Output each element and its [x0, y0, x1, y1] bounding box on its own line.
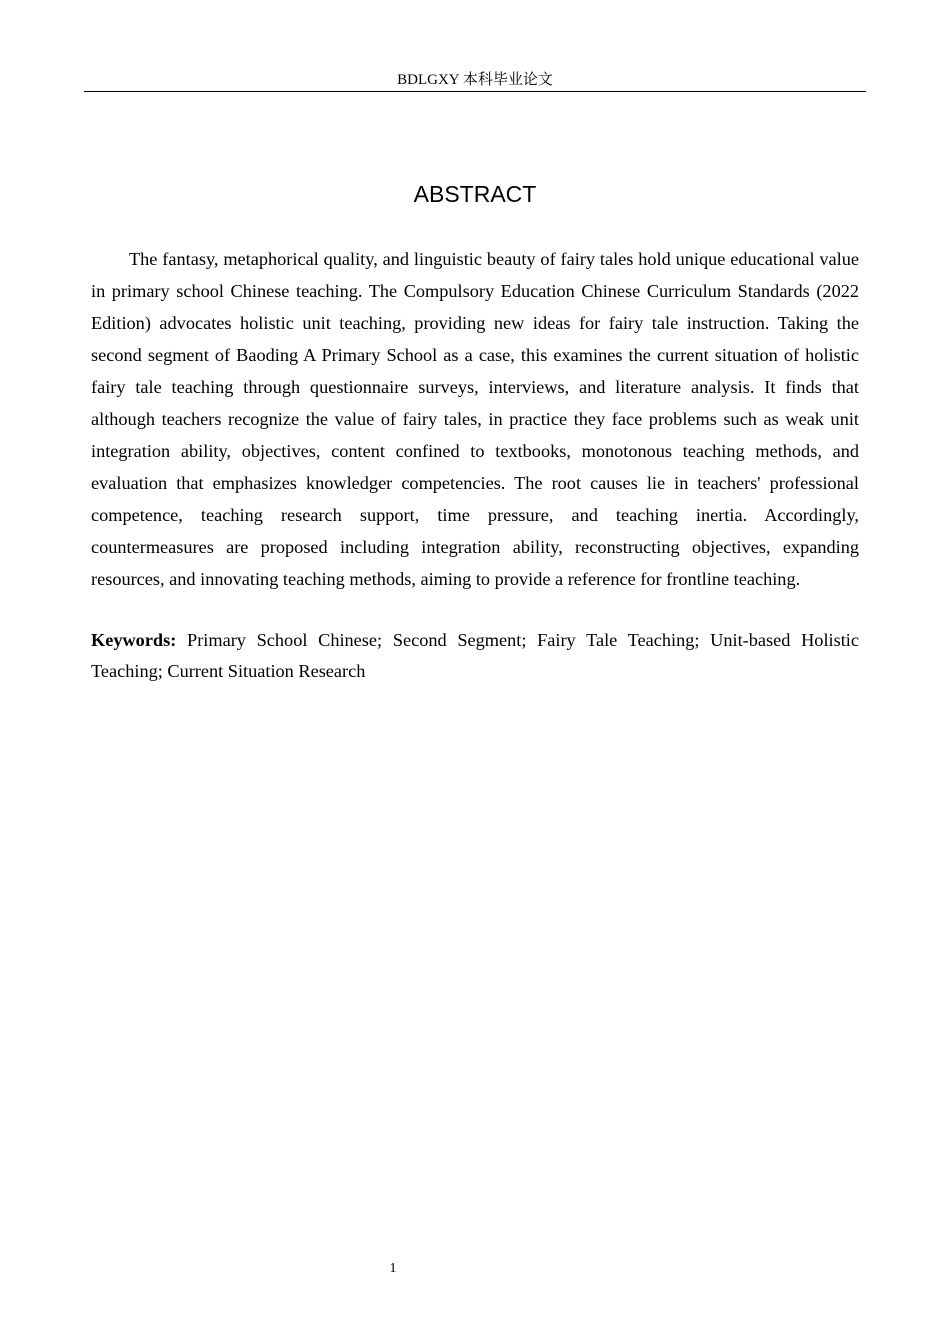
abstract-title: ABSTRACT — [413, 181, 537, 207]
abstract-body: The fantasy, metaphorical quality, and linguistic beauty of fairy tales hold unique educational value in primary school Chinese teaching. The Compulsory Education Chinese Curriculum Standards (2022 Edition) advocates holistic unit teaching, providing new ideas for fairy tale instruction. Taking the second segment of Baoding A Primary School as a case, this examines the current situation of holistic fairy tale teaching through questionnaire surveys, interviews, and literature analysis. It finds that although teachers recognize the value of fairy tales, in practice they face problems such as weak unit integration ability, objectives, content confined to textbooks, monotonous teaching methods, and evaluation that emphasizes knowledger competencies. The root causes lie in teachers' professional competence, teaching research support, time pressure, and teaching inertia. Accordingly, countermeasures are proposed including integration ability, reconstructing objectives, expanding resources, and innovating teaching methods, aiming to provide a reference for frontline teaching. — [91, 249, 859, 589]
header-divider — [84, 91, 866, 92]
keywords-label: Keywords: — [91, 630, 177, 650]
keywords-paragraph — [91, 625, 859, 687]
keywords-text: Primary School Chinese; Second Segment; Fairy Tale Teaching; Unit-based Holistic Teaching; Current Situation Research — [91, 630, 859, 681]
page-number: 1 — [389, 1261, 397, 1276]
running-header: BDLGXY 本科毕业论文 — [397, 72, 553, 88]
